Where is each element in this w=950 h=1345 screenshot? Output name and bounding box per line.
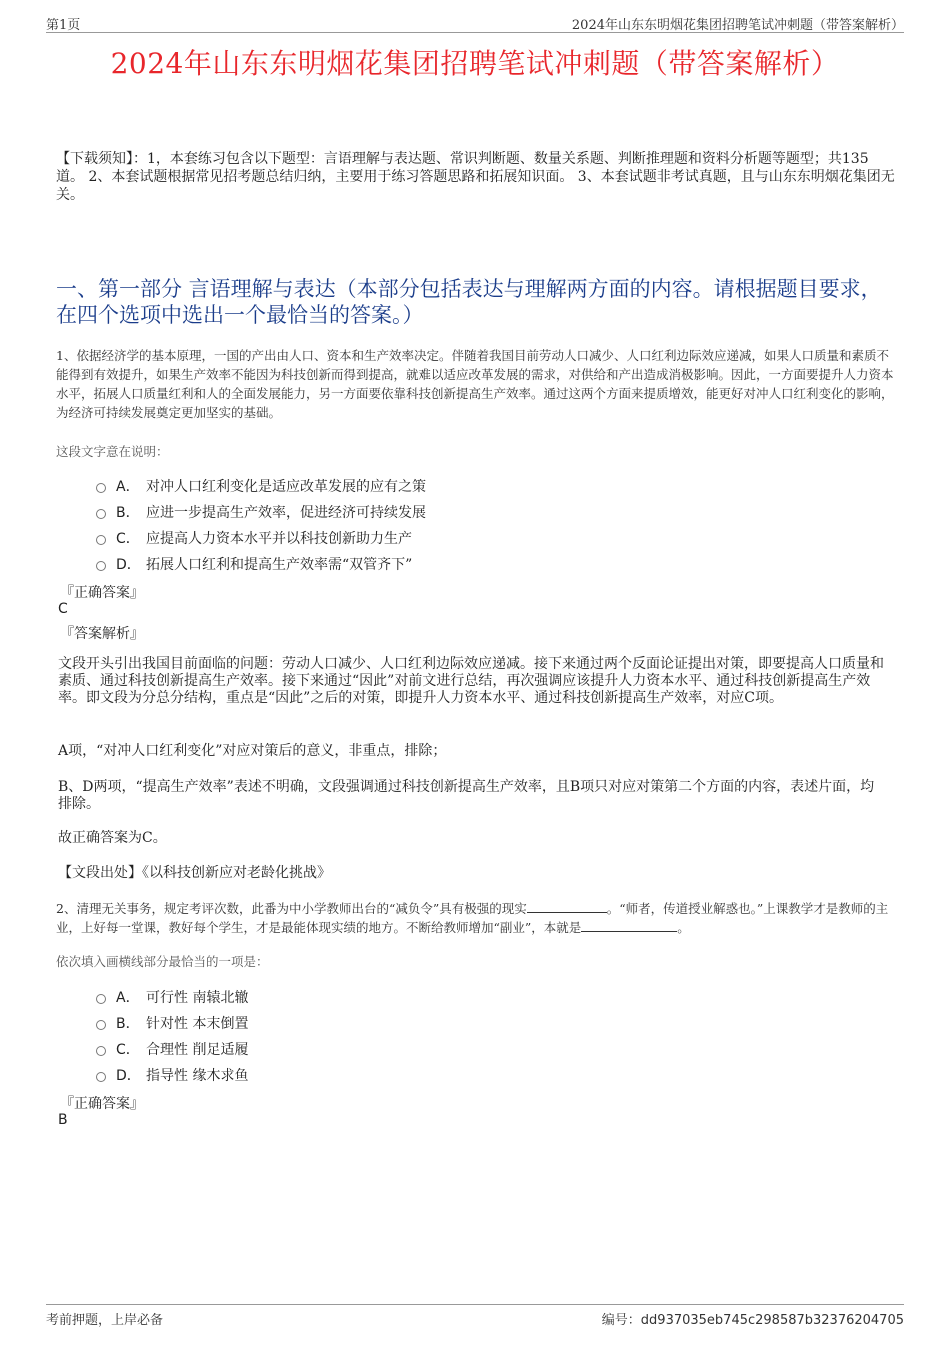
question-1-text: 1、依据经济学的基本原理，一国的产出由人口、资本和生产效率决定。伴随着我国目前劳动人口减少、人口红利边际效应递减，如果人口质量和素质不能得到有效提升，如果生产效率不能因为科技创新而得到提高，就难以适应改革发展的需求，对供给和产出造成消极影响。因此，一方面要提升人力资本水平，拓展人口质量红利和人的全面发展能力，另一方面要依靠科技创新提高生产效率。通过这两个方面来提质增效，能更好对冲人口红利变化的影响，为经济可持续发展奠定更加坚实的基础。 [56,348,894,420]
analysis-conclusion: 故正确答案为C。 [58,830,167,846]
answer-label: 『正确答案』 [60,1096,144,1112]
download-notice: 【下载须知】：1，本套练习包含以下题型：言语理解与表达题、常识判断题、数量关系题、判断推理题和资料分析题等题型；共135道。 2、本套试题根据常见招考题总结归纳，主要用于练习答题思路和拓展知识面。 3、本套试题非考试真题，且与山东东明烟花集团无关。 [56,151,895,203]
question-1-prompt: 这段文字意在说明： [56,444,169,459]
analysis-paragraph: B、D两项，“提高生产效率”表述不明确，文段强调通过科技创新提高生产效率，且B项只对应对策第二个方面的内容，表述片面，均排除。 [58,779,875,812]
option-a[interactable]: A． 对冲人口红利变化是适应改革发展的应有之策 [96,473,696,499]
fill-blank [581,919,677,932]
correct-answer: C [58,601,68,617]
radio-icon[interactable] [96,483,106,493]
analysis-paragraph: 文段开头引出我国目前面临的问题：劳动人口减少、人口红利边际效应递减。接下来通过两个反面论证提出对策，即要提高人口质量和素质、通过科技创新提高生产效率。接下来通过“因此”对前文进行总结，再次强调应该提升人力资本水平、通过科技创新提高生产效率。即文段为分总分结构，重点是“因此”之后的对策，即提升人力资本水平、通过科技创新提高生产效率，对应C项。 [58,656,884,706]
fill-blank [527,900,607,913]
option-d[interactable]: D． 指导性 缘木求鱼 [96,1062,696,1088]
option-c[interactable]: C． 合理性 削足适履 [96,1036,696,1062]
question-1-options [96,473,696,577]
radio-icon[interactable] [96,535,106,545]
question-2-prompt: 依次填入画横线部分最恰当的一项是： [56,954,269,969]
question-2-text: 2、清理无关事务，规定考评次数，此番为中小学教师出台的“减负令”具有极强的现实 。“师者，传道授业解惑也。”上课教学才是教师的主业，上好每一堂课，教好每个学生，才是最能体现实绩的地方。不断给教师增加“副业”，本就是 。 [56,901,889,935]
option-d[interactable]: D． 拓展人口红利和提高生产效率需“双管齐下” [96,551,696,577]
section-title: 一、第一部分 言语理解与表达（本部分包括表达与理解两方面的内容。请根据题目要求，在四个选项中选出一个最恰当的答案。） [56,277,882,327]
radio-icon[interactable] [96,509,106,519]
analysis-label: 『答案解析』 [60,626,144,642]
correct-answer: B [58,1112,68,1128]
document-code: 编号：dd937035eb745c298587b32376204705 [601,1313,904,1328]
option-b[interactable]: B． 针对性 本末倒置 [96,1010,696,1036]
option-c[interactable]: C． 应提高人力资本水平并以科技创新助力生产 [96,525,696,551]
option-a[interactable]: A． 可行性 南辕北辙 [96,984,696,1010]
radio-icon[interactable] [96,561,106,571]
answer-label: 『正确答案』 [60,585,144,601]
radio-icon[interactable] [96,1020,106,1030]
radio-icon[interactable] [96,1072,106,1082]
document-title: 2024年山东东明烟花集团招聘笔试冲刺题（带答案解析） [110,47,840,80]
header-doc-title: 2024年山东东明烟花集团招聘笔试冲刺题（带答案解析） [571,18,904,33]
radio-icon[interactable] [96,1046,106,1056]
passage-source: 【文段出处】《以科技创新应对老龄化挑战》 [58,865,331,881]
page-footer [46,1304,904,1328]
footer-slogan: 考前押题，上岸必备 [46,1313,164,1328]
option-b[interactable]: B． 应进一步提高生产效率，促进经济可持续发展 [96,499,696,525]
analysis-paragraph: A项，“对冲人口红利变化”对应对策后的意义，非重点，排除； [58,743,447,759]
page-header [46,14,904,33]
radio-icon[interactable] [96,994,106,1004]
page-number: 第1页 [46,18,81,33]
question-2-options [96,984,696,1088]
